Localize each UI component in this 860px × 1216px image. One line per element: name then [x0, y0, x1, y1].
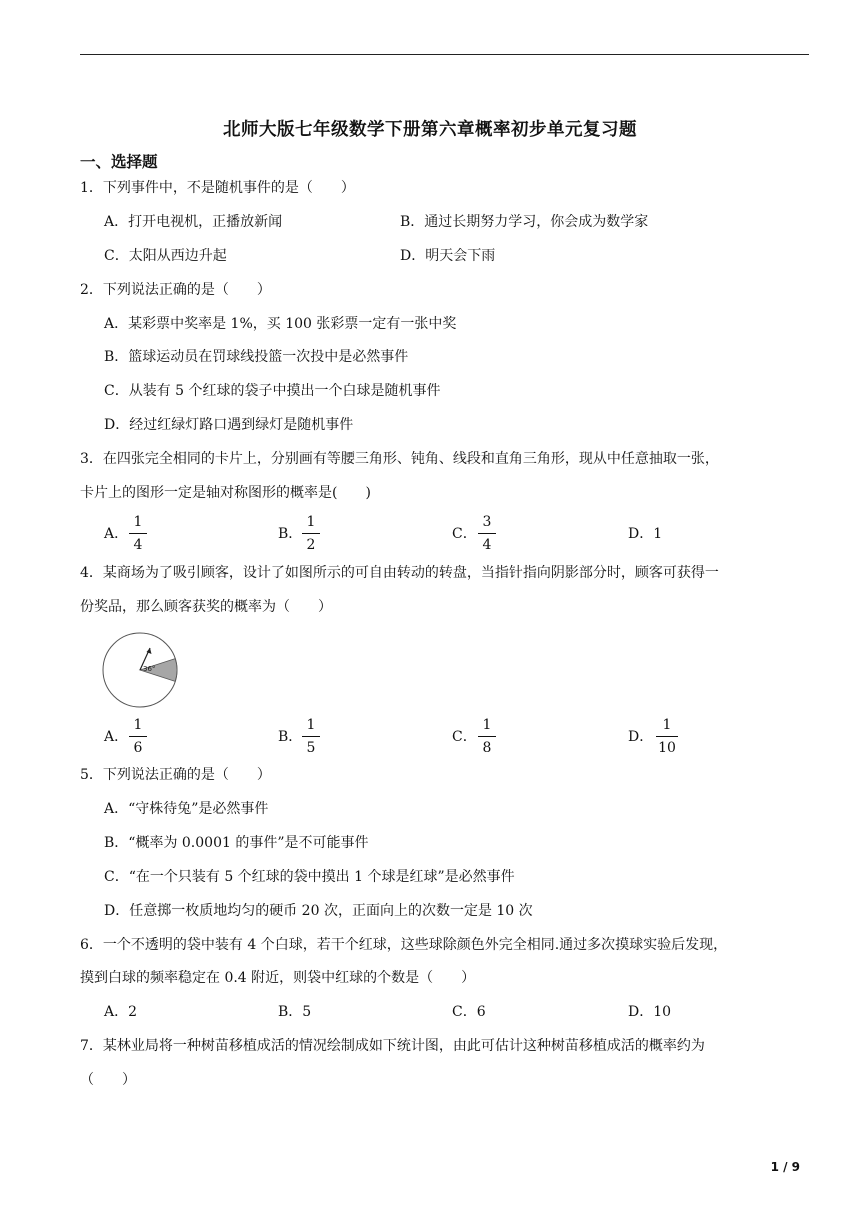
question-2-option-a: A．某彩票中奖率是 1%，买 100 张彩票一定有一张中奖 [104, 316, 457, 332]
question-4-fraction-d [654, 715, 680, 758]
question-2-option-c: C．从装有 5 个红球的袋子中摸出一个白球是随机事件 [104, 383, 441, 399]
question-3-fraction-b [300, 512, 322, 555]
question-4-label-b: B． [278, 729, 303, 745]
question-1-option-b: B．通过长期努力学习，你会成为数学家 [400, 214, 649, 230]
numerator: 1 [133, 717, 143, 733]
question-1-stem: 1．下列事件中，不是随机事件的是（ ） [80, 180, 355, 196]
question-3-stem-line-1: 3．在四张完全相同的卡片上，分别画有等腰三角形、钝角、线段和直角三角形，现从中任意抽取一张， [80, 451, 719, 467]
denominator: 4 [133, 537, 143, 553]
numerator: 1 [306, 514, 316, 530]
question-4-label-d: D． [628, 729, 654, 745]
question-7-stem-line-1: 7．某林业局将一种树苗移植成活的情况绘制成如下统计图，由此可估计这种树苗移植成活的概率约为 [80, 1038, 705, 1054]
question-2-option-b: B．篮球运动员在罚球线投篮一次投中是必然事件 [104, 349, 409, 365]
question-3-fraction-a [127, 512, 149, 555]
question-4-stem-line-2: 份奖品，那么顾客获奖的概率为（ ） [80, 599, 332, 615]
numerator: 1 [306, 717, 316, 733]
numerator: 3 [482, 514, 492, 530]
question-6-stem-line-1: 6．一个不透明的袋中装有 4 个白球，若干个红球，这些球除颜色外完全相同.通过多次摸球实验后发现， [80, 937, 728, 953]
question-2-option-d: D．经过红绿灯路口遇到绿灯是随机事件 [104, 417, 354, 433]
page-number: 1 / 9 [770, 1160, 800, 1174]
question-4-stem-line-1: 4．某商场为了吸引顾客，设计了如图所示的可自由转动的转盘，当指针指向阴影部分时，顾客可获得一 [80, 565, 719, 581]
section-heading: 一、选择题 [80, 153, 158, 171]
question-2-stem: 2．下列说法正确的是（ ） [80, 282, 271, 298]
question-3-label-b: B． [278, 526, 303, 542]
denominator: 10 [658, 740, 676, 756]
denominator: 2 [306, 537, 316, 553]
denominator: 8 [482, 740, 492, 756]
question-6-option-a: A．2 [104, 1004, 138, 1020]
question-7-stem-line-2: （ ） [80, 1072, 136, 1088]
question-5-option-a: A．“守株待兔”是必然事件 [104, 801, 269, 817]
spinner-figure [99, 632, 185, 710]
question-4-label-a: A． [104, 729, 129, 745]
numerator: 1 [662, 717, 672, 733]
denominator: 6 [133, 740, 143, 756]
question-5-option-c: C．“在一个只装有 5 个红球的袋中摸出 1 个球是红球”是必然事件 [104, 869, 515, 885]
question-5-stem: 5．下列说法正确的是（ ） [80, 767, 271, 783]
question-6-stem-line-2: 摸到白球的频率稳定在 0.4 附近，则袋中红球的个数是（ ） [80, 970, 476, 986]
header-rule [80, 54, 809, 55]
denominator: 4 [482, 537, 492, 553]
question-3-label-c: C． [452, 526, 477, 542]
question-1-option-a: A．打开电视机，正播放新闻 [104, 214, 283, 230]
question-4-fraction-c [476, 715, 498, 758]
question-1-option-c: C．太阳从西边升起 [104, 248, 227, 264]
question-6-option-c: C．6 [452, 1004, 486, 1020]
question-5-option-b: B．“概率为 0.0001 的事件”是不可能事件 [104, 835, 369, 851]
angle-label: 36° [143, 665, 156, 673]
question-4-label-c: C． [452, 729, 477, 745]
numerator: 1 [482, 717, 492, 733]
denominator: 5 [306, 740, 316, 756]
question-1-option-d: D．明天会下雨 [400, 248, 496, 264]
numerator: 1 [133, 514, 143, 530]
question-6-option-b: B．5 [278, 1004, 312, 1020]
question-3-fraction-c [476, 512, 498, 555]
question-5-option-d: D．任意掷一枚质地均匀的硬币 20 次，正面向上的次数一定是 10 次 [104, 903, 533, 919]
question-6-option-d: D．10 [628, 1004, 672, 1020]
document-title: 北师大版七年级数学下册第六章概率初步单元复习题 [223, 120, 637, 140]
question-3-label-a: A． [104, 526, 129, 542]
question-4-fraction-a [127, 715, 149, 758]
question-3-option-d: D．1 [628, 526, 663, 542]
question-3-stem-line-2: 卡片上的图形一定是轴对称图形的概率是( ) [80, 485, 371, 501]
question-4-fraction-b [300, 715, 322, 758]
